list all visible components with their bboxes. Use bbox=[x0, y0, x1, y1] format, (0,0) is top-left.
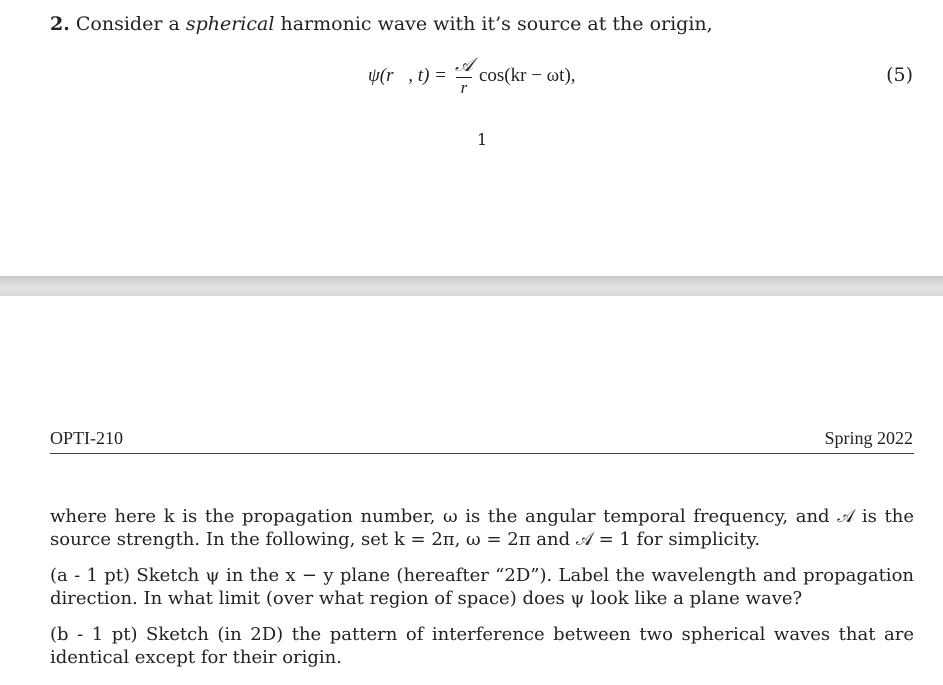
problem-intro-after: harmonic wave with it’s source at the origin, bbox=[274, 13, 713, 35]
header-course: OPTI-210 bbox=[50, 428, 123, 448]
equation-denominator: r bbox=[460, 77, 468, 97]
header-rule bbox=[50, 453, 914, 454]
equation-number: (5) bbox=[886, 64, 913, 86]
problem-intro-before: Consider a bbox=[69, 13, 186, 35]
header-term: Spring 2022 bbox=[824, 428, 913, 448]
equation-fraction bbox=[455, 56, 473, 97]
equation-numerator: 𝒜 bbox=[454, 54, 473, 76]
problem-number: 2. bbox=[50, 13, 70, 35]
problem-statement bbox=[50, 13, 713, 35]
paragraph-definitions: where here k is the propagation number, ω is the angular temporal frequency, and 𝒜 is the source strength. In the following, set k = 2π, ω = 2π and 𝒜 = 1 for simplicity. bbox=[50, 506, 914, 550]
equation bbox=[368, 52, 576, 100]
equation-rhs: cos(kr − ωt), bbox=[478, 65, 576, 86]
page-number: 1 bbox=[477, 130, 488, 149]
question-part-b: (b - 1 pt) Sketch (in 2D) the pattern of interference between two spherical waves that are identical except for their origin. bbox=[50, 624, 914, 668]
problem-intro-emphasis: spherical bbox=[185, 13, 275, 35]
equation-lhs: ψ(r⃗, t) = bbox=[368, 65, 447, 86]
page-break bbox=[0, 276, 943, 296]
question-part-a: (a - 1 pt) Sketch ψ in the x − y plane (hereafter “2D”). Label the wavelength and propagation direction. In what limit (over what region of space) does ψ look like a plane wave? bbox=[50, 565, 914, 609]
